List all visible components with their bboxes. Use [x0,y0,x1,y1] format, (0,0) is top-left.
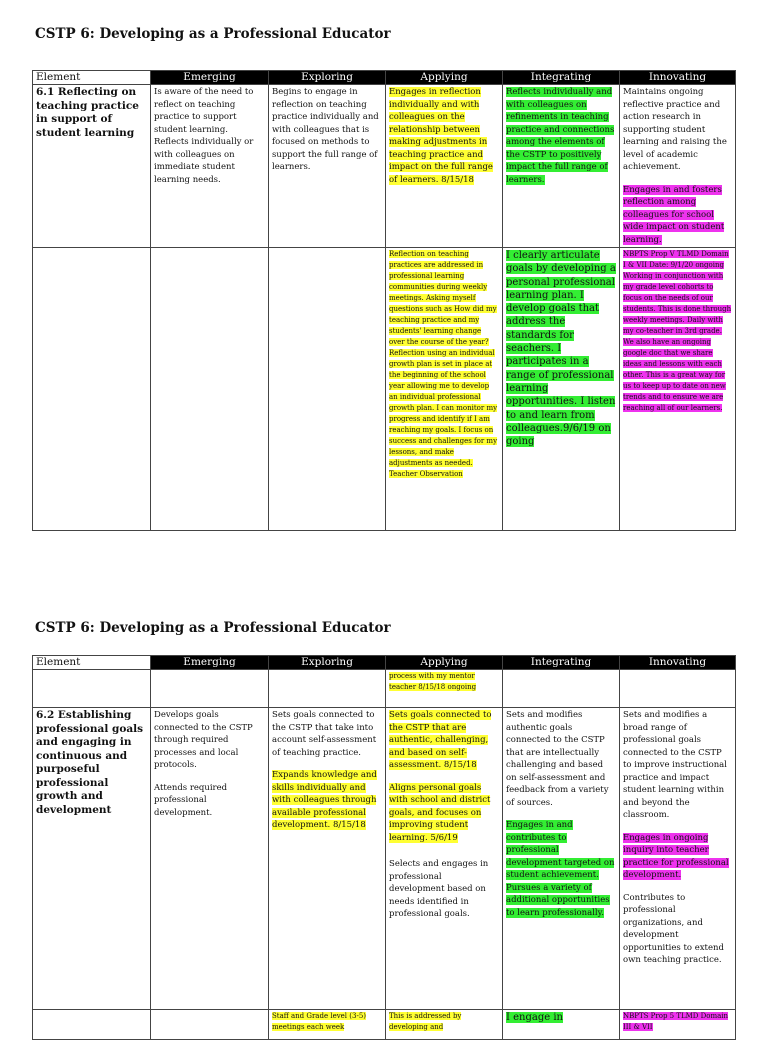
header-element-2: Element [33,656,151,670]
carryover-applying [386,670,503,708]
evidence-exploring-6-2 [269,1010,386,1040]
applying-6-2-c: Selects and engages in professional development based on needs identified in professional goals. [389,859,489,919]
exploring-6-2-b: Expands knowledge and skills individually and with colleagues through available professional development. 8/15/18 [272,770,377,830]
emerging-6-2-a: Develops goals connected to the CSTP through required processes and local protocols. [154,710,253,770]
integrating-6-2-b: Engages in and contributes to professional development targeted on student achievement. Pursues a variety of additional opportunities to learn professionally. [506,820,615,918]
exploring-6-1: Begins to engage in reflection on teaching practice individually and with colleagues that is focused on methods to support the full range of learners. [269,85,386,248]
carryover-element [33,670,151,708]
integrating-6-2 [503,708,620,1010]
evidence-integrating-6-2 [503,1010,620,1040]
evidence-innovating-6-2 [620,1010,736,1040]
innovating-6-2-c: Contributes to professional organizations, and development opportunities to extend own teaching practice. [623,892,724,965]
evidence-integrating-6-2-text: I engage in [506,1012,563,1023]
integrating-6-1 [503,85,620,248]
applying-6-1-text: Engages in reflection individually and with colleagues on the relationship between making adjustments in teaching practice and impact on the full range of learners. 8/15/18 [389,87,493,185]
evidence-element-6-2 [33,1010,151,1040]
header-row-2 [33,656,736,670]
evidence-applying-6-2 [386,1010,503,1040]
emerging-6-1: Is aware of the need to reflect on teaching practice to support student learning. Reflects individually or with colleagues on immediate student learning needs. [151,85,269,248]
emerging-6-2-b: Attends required professional development. [154,782,228,818]
innovating-6-1-b: Engages in and fosters reflection among colleagues for school wide impact on student learning. [623,184,725,245]
evidence-integrating-6-1-text: I clearly articulate goals by developing a personal professional learning plan. I develop goals that address the standards for seachers. I participates in a range of professional learning opportunities. I listen to and learn from colleagues.9/6/19 on going [506,250,616,448]
innovating-6-2-a: Sets and modifies a broad range of professional goals connected to the CSTP to improve instructional practice and impact student learning within and beyond the classroom. [623,710,727,820]
header-exploring: Exploring [269,71,386,85]
page-title-1: CSTP 6: Developing as a Professional Educator [35,26,391,42]
applying-6-2-b: Aligns personal goals with school and district goals, and focuses on improving student learning. 5/6/19 [389,782,491,843]
evidence-innovating-6-1-text: NBPTS Prop V TLMD Domain I & VII Date: 9/1/20 ongoing Working in conjunction with my grade level cohorts to focus on the needs of our students. This is done through weekly meetings. Daily with my co-teacher in 3rd grade. We also have an ongoing google doc that we share ideas and lessons with each other. This is a great way for us to keep up to date on new trends and to ensure we are reaching all of our learners. [623,250,732,412]
innovating-6-1 [620,85,736,248]
innovating-6-1-a: Maintains ongoing reflective practice and action research in supporting student learning and raising the level of academic achievement. [623,87,727,172]
exploring-6-2-a: Sets goals connected to the CSTP that take into account self-assessment of teaching practice. [272,710,377,758]
carryover-integrating [503,670,620,708]
evidence-emerging-6-1 [151,248,269,531]
evidence-row-6-2 [33,1010,736,1040]
carryover-innovating [620,670,736,708]
carryover-row [33,670,736,708]
header-element: Element [33,71,151,85]
header-integrating-2: Integrating [503,656,620,670]
emerging-6-2 [151,708,269,1010]
evidence-row-6-1 [33,248,736,531]
innovating-6-2 [620,708,736,1010]
evidence-emerging-6-2 [151,1010,269,1040]
header-emerging-2: Emerging [151,656,269,670]
evidence-integrating-6-1 [503,248,620,531]
integrating-6-2-a: Sets and modifies authentic goals connected to the CSTP that are intellectually challenging and based on self-assessment and feedback from a variety of sources. [506,710,609,808]
evidence-applying-6-1 [386,248,503,531]
cstp-6-1-table [32,70,736,531]
evidence-exploring-6-2-text: Staff and Grade level (3-5) meetings each week [272,1012,367,1031]
carryover-emerging [151,670,269,708]
evidence-applying-6-2-text: This is addressed by developing and [389,1012,462,1031]
applying-6-1 [386,85,503,248]
evidence-applying-6-1-text: Reflection on teaching practices are addressed in professional learning communities during weekly meetings. Asking myself questions such as How did my teaching practice and my students' learning change over the course of the year? Reflection using an individual growth plan is set in place at the beginning of the school year allowing me to develop an individual professional growth plan. I can monitor my progress and identify if I am reaching my goals. I focus on success and challenges for my lessons, and make adjustments as needed. Teacher Observation [389,250,498,478]
cstp-6-2-table [32,655,736,1040]
evidence-innovating-6-1 [620,248,736,531]
descriptor-row-6-1 [33,85,736,248]
header-innovating: Innovating [620,71,736,85]
applying-6-2 [386,708,503,1010]
carryover-exploring [269,670,386,708]
descriptor-row-6-2 [33,708,736,1010]
header-applying-2: Applying [386,656,503,670]
header-integrating: Integrating [503,71,620,85]
header-exploring-2: Exploring [269,656,386,670]
exploring-6-2 [269,708,386,1010]
evidence-innovating-6-2-text: NBPTS Prop 5 TLMD Domain III & VII [623,1012,729,1031]
evidence-element-6-1 [33,248,151,531]
innovating-6-2-b: Engages in ongoing inquiry into teacher practice for professional development. [623,832,729,880]
page-title-2: CSTP 6: Developing as a Professional Educator [35,620,391,636]
element-6-1: 6.1 Reflecting on teaching practice in support of student learning [33,85,151,248]
evidence-exploring-6-1 [269,248,386,531]
header-applying: Applying [386,71,503,85]
header-innovating-2: Innovating [620,656,736,670]
element-6-2: 6.2 Establishing professional goals and engaging in continuous and purposeful professional growth and development [33,708,151,1010]
integrating-6-1-text: Reflects individually and with colleagues on refinements in teaching practice and connections among the elements of the CSTP to positively impact the full range of learners. [506,87,615,185]
carryover-applying-text: process with my mentor teacher 8/15/18 ongoing [389,672,477,691]
header-row [33,71,736,85]
header-emerging: Emerging [151,71,269,85]
applying-6-2-a: Sets goals connected to the CSTP that are authentic, challenging, and based on self-assessment. 8/15/18 [389,710,492,770]
